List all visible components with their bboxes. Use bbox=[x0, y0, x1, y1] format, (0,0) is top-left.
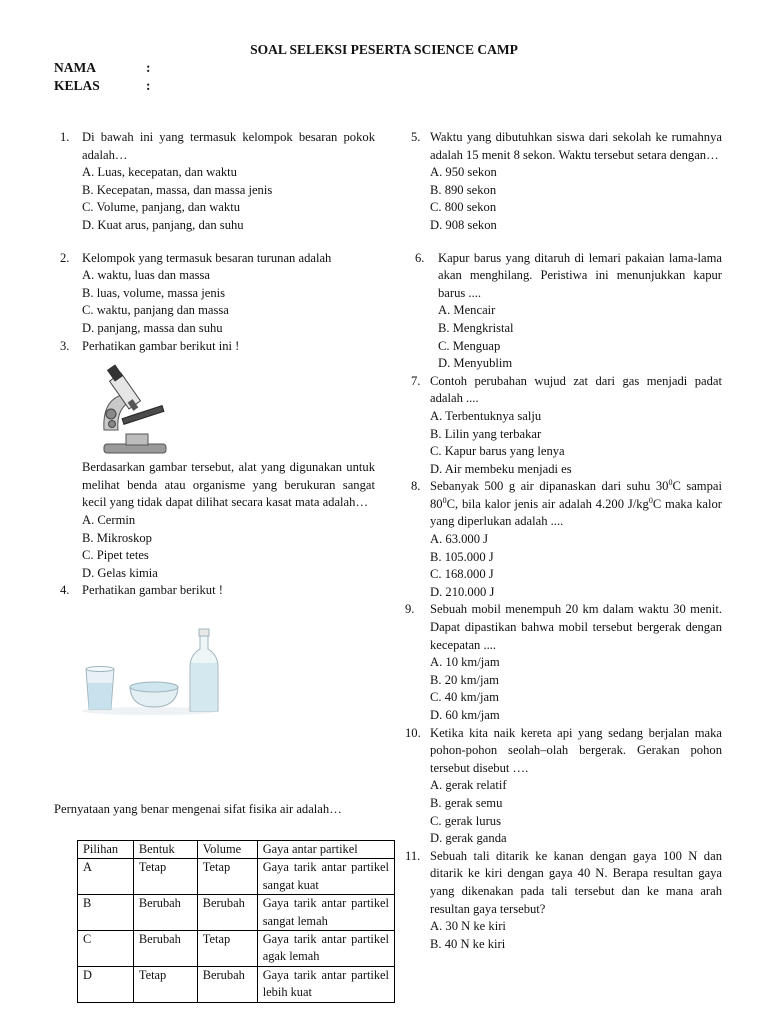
question-5 bbox=[407, 129, 722, 235]
question-text: Perhatikan gambar berikut ini ! bbox=[82, 338, 240, 353]
table-cell: Gaya tarik antar partikel agak lemah bbox=[257, 931, 394, 967]
question-body: Berdasarkan gambar tersebut, alat yang digunakan untuk melihat benda atau organisme yang berukuran sangat kecil yang tidak dapat dilihat secara kasat mata adalah… bbox=[82, 460, 375, 510]
question-text: Kelompok yang termasuk besaran turunan adalah bbox=[82, 250, 332, 265]
option-b[interactable]: B. 40 N ke kiri bbox=[430, 936, 506, 951]
option-a[interactable]: A. Terbentuknya salju bbox=[430, 408, 542, 423]
option-c[interactable]: C. Kapur barus yang lenya bbox=[430, 444, 565, 459]
table-cell: A bbox=[78, 859, 134, 895]
option-c[interactable]: C. Volume, panjang, dan waktu bbox=[82, 200, 240, 215]
option-b[interactable]: B. Mengkristal bbox=[438, 320, 514, 335]
option-c[interactable]: C. 800 sekon bbox=[430, 200, 497, 215]
nama-label: NAMA bbox=[54, 60, 96, 75]
option-d[interactable]: D. 210.000 J bbox=[430, 584, 495, 599]
question-number: 6. bbox=[415, 250, 425, 265]
question-number: 3. bbox=[60, 338, 70, 353]
option-a[interactable]: A. gerak relatif bbox=[430, 778, 507, 793]
option-d[interactable]: D. Kuat arus, panjang, dan suhu bbox=[82, 217, 244, 232]
table-cell: D bbox=[78, 966, 134, 1002]
question-number: 8. bbox=[411, 479, 421, 494]
option-d[interactable]: D. panjang, massa dan suhu bbox=[82, 320, 223, 335]
page-title: SOAL SELEKSI PESERTA SCIENCE CAMP bbox=[250, 42, 518, 57]
table-row bbox=[78, 931, 395, 967]
question-number: 5. bbox=[411, 130, 421, 144]
table-cell: Gaya tarik antar partikel sangat lemah bbox=[257, 895, 394, 931]
question-4-body bbox=[54, 801, 375, 819]
table-cell: Berubah bbox=[197, 895, 257, 931]
table-cell: Berubah bbox=[133, 895, 197, 931]
option-b[interactable]: B. Lilin yang terbakar bbox=[430, 426, 542, 441]
right-column bbox=[407, 129, 722, 953]
table-row bbox=[78, 895, 395, 931]
option-c[interactable]: C. Menguap bbox=[438, 338, 501, 353]
question-text: Di bawah ini yang termasuk kelompok besaran pokok adalah… bbox=[82, 130, 375, 162]
question-text: Waktu yang dibutuhkan siswa dari sekolah ke rumahnya adalah 15 menit 8 sekon. Waktu tersebut setara dengan… bbox=[430, 130, 722, 162]
option-d[interactable]: D. Gelas kimia bbox=[82, 565, 158, 580]
question-number: 11. bbox=[405, 848, 421, 863]
question-4 bbox=[60, 582, 375, 600]
option-a[interactable]: A. 63.000 J bbox=[430, 532, 489, 547]
option-c[interactable]: C. Pipet tetes bbox=[82, 548, 149, 563]
table-cell: Tetap bbox=[197, 931, 257, 967]
question-body: Pernyataan yang benar mengenai sifat fisika air adalah… bbox=[54, 802, 342, 816]
option-b[interactable]: B. Kecepatan, massa, dan massa jenis bbox=[82, 182, 273, 197]
option-a[interactable]: A. waktu, luas dan massa bbox=[82, 268, 211, 283]
table-header-row bbox=[78, 841, 395, 859]
question-number: 1. bbox=[60, 130, 70, 144]
nama-row bbox=[54, 60, 151, 76]
question-number: 2. bbox=[60, 250, 70, 265]
water-containers-image bbox=[80, 627, 220, 717]
table-row bbox=[78, 859, 395, 895]
kelas-colon: : bbox=[146, 78, 151, 93]
option-a[interactable]: A. 10 km/jam bbox=[430, 655, 500, 670]
microscope-image bbox=[96, 364, 176, 456]
option-b[interactable]: B. gerak semu bbox=[430, 795, 503, 810]
table-cell: Tetap bbox=[133, 859, 197, 895]
question-number: 7. bbox=[411, 373, 421, 388]
kelas-label: KELAS bbox=[54, 78, 100, 93]
option-b[interactable]: B. 20 km/jam bbox=[430, 672, 499, 687]
table-header: Pilihan bbox=[78, 841, 134, 859]
question-6 bbox=[407, 250, 722, 373]
question-number: 10. bbox=[405, 725, 421, 740]
question-2 bbox=[60, 250, 375, 338]
nama-colon: : bbox=[146, 60, 151, 75]
table-header: Volume bbox=[197, 841, 257, 859]
option-b[interactable]: B. luas, volume, massa jenis bbox=[82, 285, 226, 300]
question-10 bbox=[407, 725, 722, 848]
table-cell: Berubah bbox=[133, 931, 197, 967]
question-number: 9. bbox=[405, 602, 415, 617]
question-7 bbox=[407, 373, 722, 479]
kelas-row bbox=[54, 78, 151, 94]
question-1 bbox=[60, 129, 375, 235]
question-text: Sebuah mobil menempuh 20 km dalam waktu 30 menit. Dapat dipastikan bahwa mobil tersebut bergerak dengan kecepatan .... bbox=[430, 602, 722, 652]
option-d[interactable]: D. 908 sekon bbox=[430, 217, 497, 232]
option-a[interactable]: A. Cermin bbox=[82, 512, 136, 527]
question-text: Sebuah tali ditarik ke kanan dengan gaya 100 N dan ditarik ke kiri dengan gaya 40 N. Berapa resultan gaya yang dikenakan pada tali tersebut dan ke mana arah resultan gaya tersebut? bbox=[430, 848, 722, 916]
option-d[interactable]: D. gerak ganda bbox=[430, 831, 507, 846]
table-header: Gaya antar partikel bbox=[257, 841, 394, 859]
option-b[interactable]: B. 105.000 J bbox=[430, 549, 494, 564]
question-text: Perhatikan gambar berikut ! bbox=[82, 583, 223, 598]
option-d[interactable]: D. Air membeku menjadi es bbox=[430, 461, 572, 476]
question-text: Kapur barus yang ditaruh di lemari pakaian lama-lama akan menghilang. Peristiwa ini menunjukkan kapur barus .... bbox=[438, 250, 722, 300]
table-cell: Tetap bbox=[133, 966, 197, 1002]
properties-table bbox=[77, 840, 395, 1003]
table-row bbox=[78, 966, 395, 1002]
option-b[interactable]: B. Mikroskop bbox=[82, 530, 152, 545]
question-9 bbox=[407, 601, 722, 724]
table-cell: Gaya tarik antar partikel sangat kuat bbox=[257, 859, 394, 895]
table-cell: Tetap bbox=[197, 859, 257, 895]
table-cell: C bbox=[78, 931, 134, 967]
table-cell: Berubah bbox=[197, 966, 257, 1002]
table-cell: Gaya tarik antar partikel lebih kuat bbox=[257, 966, 394, 1002]
option-a[interactable]: A. Mencair bbox=[438, 303, 496, 318]
option-d[interactable]: D. Menyublim bbox=[438, 356, 513, 371]
option-a[interactable]: A. Luas, kecepatan, dan waktu bbox=[82, 165, 237, 180]
option-c[interactable]: C. waktu, panjang dan massa bbox=[82, 303, 229, 318]
option-b[interactable]: B. 890 sekon bbox=[430, 182, 497, 197]
table-header: Bentuk bbox=[133, 841, 197, 859]
question-text: Ketika kita naik kereta api yang sedang berjalan maka pohon-pohon seolah–olah bergerak. Gerakan pohon tersebut disebut …. bbox=[430, 725, 722, 775]
question-8 bbox=[407, 478, 722, 601]
option-c[interactable]: C. 40 km/jam bbox=[430, 690, 499, 705]
option-a[interactable]: A. 30 N ke kiri bbox=[430, 919, 506, 934]
option-a[interactable]: A. 950 sekon bbox=[430, 165, 497, 180]
table-cell: B bbox=[78, 895, 134, 931]
question-text: Sebanyak 500 g air dipanaskan dari suhu $30^0C$ sampai $80^0C$, bila kalor jenis air adalah 4.200 $J/kg^0C$ maka kalor yang diperlukan adalah .... bbox=[430, 478, 722, 529]
option-c[interactable]: C. gerak lurus bbox=[430, 813, 501, 828]
question-number: 4. bbox=[60, 583, 70, 598]
question-11 bbox=[407, 848, 722, 954]
option-d[interactable]: D. 60 km/jam bbox=[430, 708, 500, 722]
option-c[interactable]: C. 168.000 J bbox=[430, 567, 494, 582]
question-text: Contoh perubahan wujud zat dari gas menjadi padat adalah .... bbox=[430, 373, 722, 406]
